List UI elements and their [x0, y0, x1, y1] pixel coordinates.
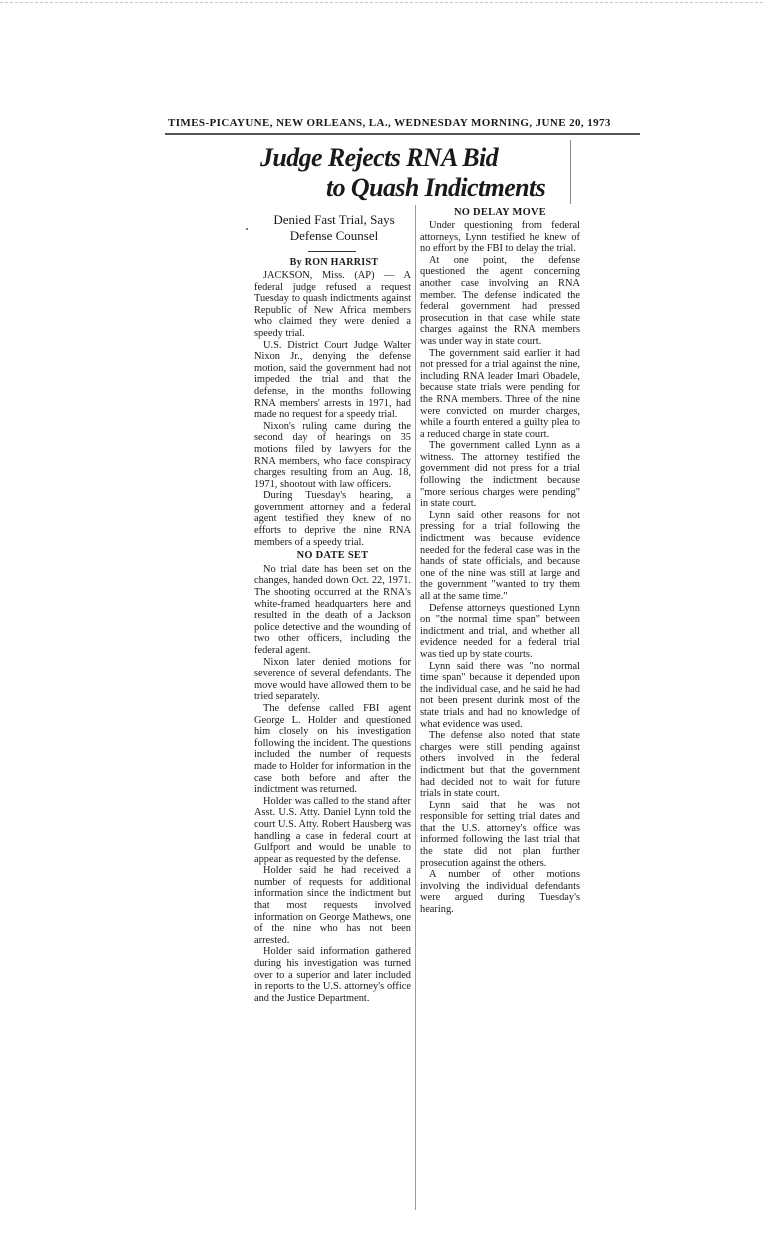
paragraph: Holder said he had received a number of requests for additional information since the indictment but that most requests involved information on George Mathews, one of the nine who has not been arrested.: [254, 865, 411, 946]
paragraph: Nixon later denied motions for severence of several defendants. The move would have allowed them to be tried separately.: [254, 656, 411, 703]
paragraph: At one point, the defense questioned the agent concerning another case involving an RNA member. The defense indicated the federal government had pressed prosecution in that case while state charges against the RNA members was under way in state court.: [420, 254, 580, 347]
paragraph: Nixon's ruling came during the second day of hearings on 35 motions filed by lawyers for the RNA members, who face conspiracy charges resulting from an Aug. 18, 1971, shootout with law officers.: [254, 420, 411, 490]
top-border: [0, 2, 763, 3]
headline-side-rule: [570, 140, 571, 204]
masthead-rule: [165, 133, 640, 135]
paragraph: The defense also noted that state charges were still pending against others involved in the federal indictment but that the government had decided not to wait for future trials in state court.: [420, 730, 580, 800]
paragraph: Lynn said there was "no normal time span" because it depended upon the individual case, and he said he had not been present durink most of the state trials and had no knowledge of what evidence was used.: [420, 660, 580, 730]
paragraph: Under questioning from federal attorneys, Lynn testified he knew of no effort by the FBI to delay the trial.: [420, 220, 580, 255]
paragraph: JACKSON, Miss. (AP) — A federal judge refused a request Tuesday to quash indictments against Republic of New Africa members who claimed they were denied a speedy trial.: [254, 270, 411, 339]
paragraph: Lynn said that he was not responsible for setting trial dates and that the U.S. attorney's office was informed following the last trial that the state did not plan further prosecution against the others.: [420, 799, 580, 869]
article-column-1: [254, 270, 411, 1004]
article-deck: Denied Fast Trial, Says Defense Counsel: [273, 212, 395, 243]
paragraph: Lynn said other reasons for not pressing for a trial following the indictment was because evidence needed for the federal case was in the hands of state officials, and because one of the nine was still at large and the government "wanted to try them all at the same time.": [420, 509, 580, 602]
deck-rule: [308, 251, 356, 252]
article-headline: [256, 143, 576, 203]
article-byline: By RON HARRIST: [289, 257, 379, 268]
headline-line-2: to Quash Indictments: [326, 173, 546, 202]
section-subhead: NO DATE SET: [296, 550, 369, 562]
paragraph: Defense attorneys questioned Lynn on "the normal time span" between indictment and trial, and whether all evidence needed for a federal trial was tied up by state courts.: [420, 602, 580, 660]
paragraph: The government said earlier it had not pressed for a trial against the nine, including RNA leader Imari Obadele, because state trials were pending for the RNA members. Three of the nine were convicted on murder charges, while a fourth entered a guilty plea to a reduced charge in state court.: [420, 347, 580, 440]
paragraph: The government called Lynn as a witness. The attorney testified the government did not press for a trial following the indictment because "more serious charges were pending" in state court.: [420, 440, 580, 510]
section-subhead: NO DELAY MOVE: [453, 207, 547, 218]
paragraph: Holder said information gathered during his investigation was turned over to a superior and later included in reports to the U.S. attorney's office and the Justice Department.: [254, 946, 411, 1004]
paragraph: No trial date has been set on the changes, handed down Oct. 22, 1971. The shooting occurred at the RNA's white-framed headquarters here and resulted in the death of a Jackson police detective and the wounding of two other officers, including the federal agent.: [254, 563, 411, 656]
paragraph: A number of other motions involving the individual defendants were argued during Tuesday's hearing.: [420, 869, 580, 916]
paragraph: The defense called FBI agent George L. Holder and questioned him closely on his investigation following the incident. The questions included the number of requests made to Holder for information in the case both before and after the indictment was returned.: [254, 702, 411, 796]
margin-mark: [246, 228, 248, 230]
newspaper-masthead: TIMES-PICAYUNE, NEW ORLEANS, LA., WEDNESDAY MORNING, JUNE 20, 1973: [168, 117, 611, 129]
paragraph: During Tuesday's hearing, a government attorney and a federal agent testified they knew of no efforts to deprive the nine RNA members of a speedy trial.: [254, 490, 411, 548]
column-rule: [415, 205, 416, 1210]
headline-line-1: Judge Rejects RNA Bid: [260, 143, 499, 172]
paragraph: U.S. District Court Judge Walter Nixon Jr., denying the defense motion, said the government had not impeded the trial and that the defense, in the months following RNA members' arrests in 1971, had made no request for a speedy trial.: [254, 339, 411, 421]
article-column-2: [420, 220, 580, 916]
paragraph: Holder was called to the stand after Asst. U.S. Atty. Daniel Lynn told the court U.S. Atty. Robert Hausberg was handling a case in federal court at Gulfport and would be unable to appear as requested by the defense.: [254, 795, 411, 865]
